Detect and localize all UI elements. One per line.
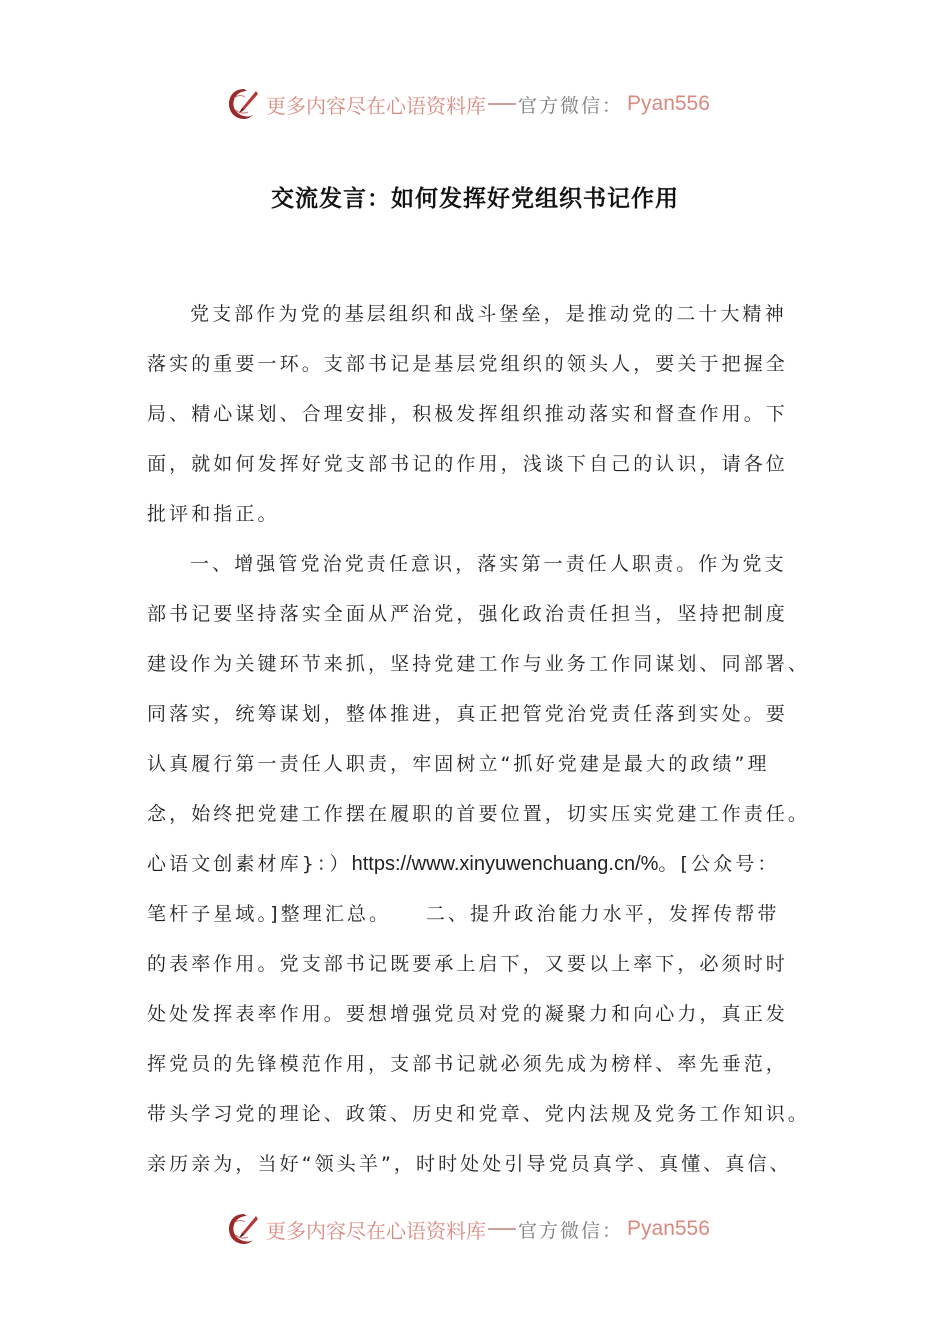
body-line: 笔杆子星域。]整理汇总。 二、提升政治能力水平，发挥传帮带 — [147, 903, 780, 925]
body-line: 部书记要坚持落实全面从严治党，强化政治责任担当，坚持把制度 — [147, 603, 788, 625]
banner-wechat-label: 官方微信： — [518, 1219, 624, 1242]
body-line: 亲历亲为，当好“领头羊”，时时处处引导党员真学、真懂、真信、 — [147, 1153, 792, 1175]
body-line: 处处发挥表率作用。要想增强党员对党的凝聚力和向心力，真正发 — [147, 1003, 788, 1025]
header-banner — [226, 84, 710, 124]
body-line: 的表率作用。党支部书记既要承上启下，又要以上率下，必须时时 — [147, 953, 788, 975]
banner-wechat-id: Pyan556 — [627, 92, 710, 115]
banner-main-text: 更多内容尽在心语资料库 — [266, 93, 486, 118]
footer-banner — [226, 1209, 710, 1249]
body-line-with-url — [147, 842, 815, 892]
body-line: 挥党员的先锋模范作用，支部书记就必须先成为榜样、率先垂范， — [147, 1053, 788, 1075]
body-line: 落实的重要一环。支部书记是基层党组织的领头人，要关于把握全 — [147, 353, 788, 375]
body-line: 带头学习党的理论、政策、历史和党章、党内法规及党务工作知识。 — [147, 1103, 811, 1125]
banner-dash-divider — [488, 1228, 516, 1230]
banner-wechat-id: Pyan556 — [627, 1217, 710, 1240]
pen-nib-logo-icon — [226, 86, 262, 122]
body-line: 建设作为关键环节来抓，坚持党建工作与业务工作同谋划、同部署、 — [147, 653, 811, 675]
body-line: 面，就如何发挥好党支部书记的作用，浅谈下自己的认识，请各位 — [147, 453, 788, 475]
body-line: 念，始终把党建工作摆在履职的首要位置，切实压实党建工作责任。 — [147, 803, 811, 825]
url-prefix-text: 心语文创素材库}：） — [147, 853, 352, 875]
body-line: 局、精心谋划、合理安排，积极发挥组织推动落实和督查作用。下 — [147, 403, 788, 425]
document-body — [147, 292, 815, 1192]
url-suffix-text: 。[公众号： — [658, 853, 780, 875]
body-line: 一、增强管党治党责任意识，落实第一责任人职责。作为党支 — [190, 553, 787, 575]
banner-main-text: 更多内容尽在心语资料库 — [266, 1218, 486, 1243]
banner-dash-divider — [488, 103, 516, 105]
banner-wechat-label: 官方微信： — [518, 94, 624, 117]
body-line: 认真履行第一责任人职责，牢固树立“抓好党建是最大的政绩”理 — [147, 753, 770, 775]
source-url-link[interactable]: https://www.xinyuwenchuang.cn/% — [351, 853, 659, 875]
document-title: 交流发言：如何发挥好党组织书记作用 — [271, 186, 679, 212]
body-line: 同落实，统筹谋划，整体推进，真正把管党治党责任落到实处。要 — [147, 703, 788, 725]
body-line: 批评和指正。 — [147, 503, 280, 525]
pen-nib-logo-icon — [226, 1211, 262, 1247]
body-line: 党支部作为党的基层组织和战斗堡垒，是推动党的二十大精神 — [190, 303, 787, 325]
